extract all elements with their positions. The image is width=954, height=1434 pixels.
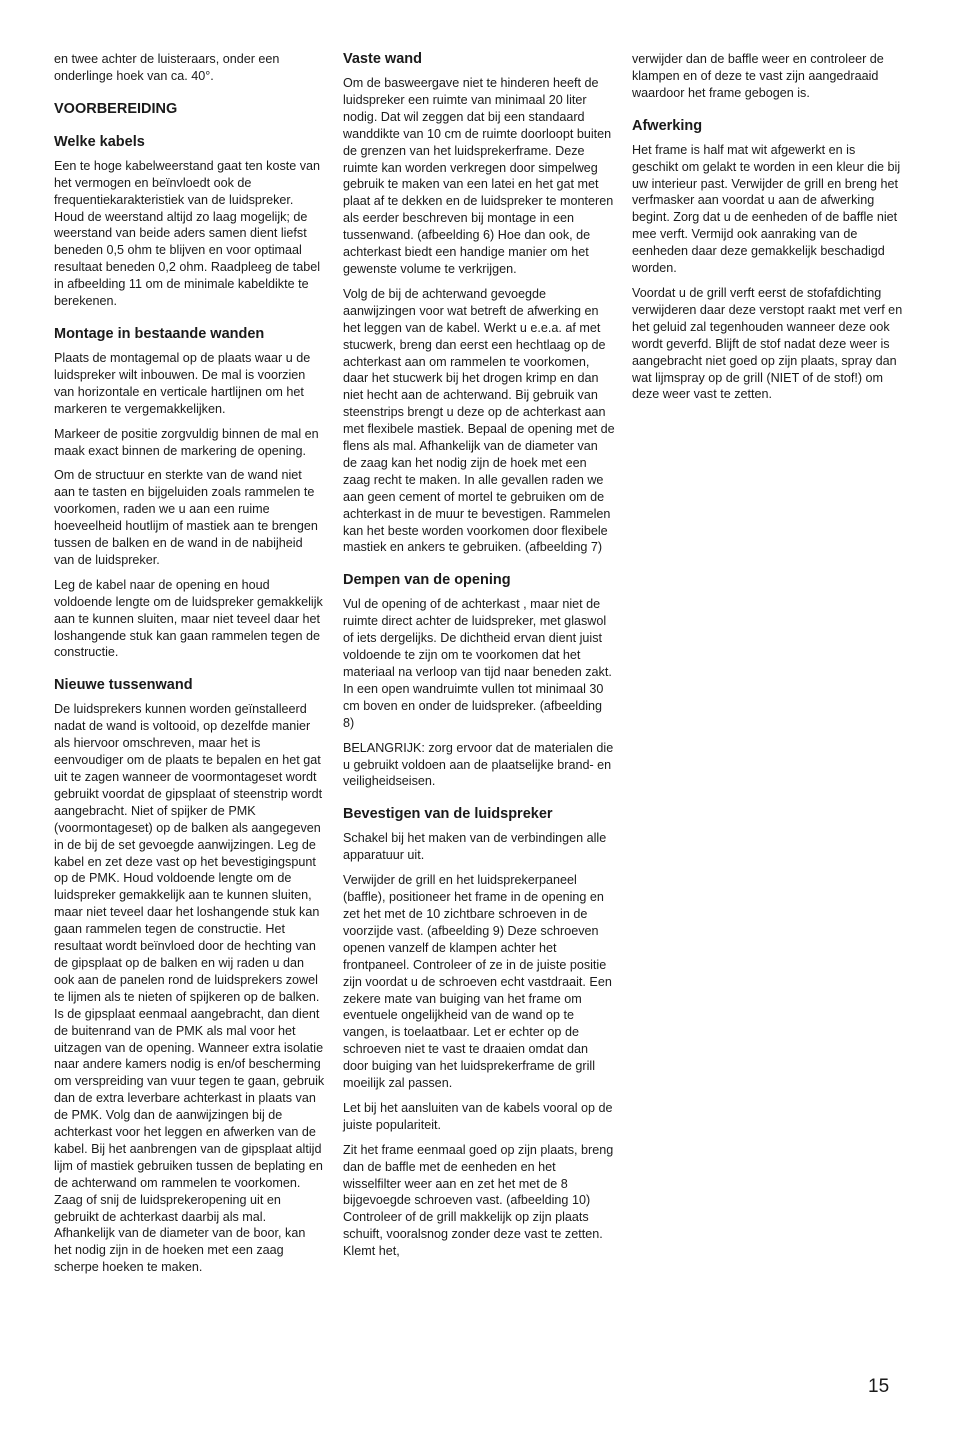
intro-paragraph: verwijder dan de baffle weer en controleer de klampen en of deze te vast zijn aangedraaid waardoor het frame gebogen is. — [632, 52, 884, 100]
page-number: 15 — [868, 1376, 890, 1397]
section-afwerking — [632, 118, 904, 404]
paragraph: BELANGRIJK: zorg ervoor dat de materialen die u gebruikt voldoen aan de plaatselijke brand- en veiligheidseisen. — [343, 740, 614, 789]
section-montage-bestaande-wanden — [54, 326, 326, 661]
section-vaste-wand — [343, 51, 615, 556]
paragraph: Vul de opening of de achterkast , maar niet de ruimte direct achter de luidspreker, met glaswol of iets dergelijks. De dichtheid ervan dient juist voldoende te zijn om te voorkomen dat het materiaal na verloop van tijd naar beneden zakt. In een open wandruimte vullen tot minimaal 30 cm boven en onder de luidspreker. (afbeelding 8) — [343, 597, 612, 730]
paragraph: Markeer de positie zorgvuldig binnen de mal en maak exact binnen de markering de opening. — [54, 426, 319, 458]
section-dempen-opening — [343, 572, 615, 790]
column-3 — [632, 51, 904, 411]
section-title: Nieuwe tussenwand — [54, 677, 193, 694]
paragraph: De luidsprekers kunnen worden geïnstalleerd nadat de wand is voltooid, op dezelfde manier als hiervoor omschreven, maar het is eenvoudiger om de plaats te bepalen en het gat uit te zagen wanneer de voormontageset wordt gebruikt voordat de gipsplaat of steenstrip wordt aangebracht. Niet of spijker de PMK (voormontageset) op de balken als aangegeven in de bij de set gevoegde aanwijzingen. Leg de kabel en zet deze vast op het bevestigingspunt op de PMK. Houd voldoende lengte om de luidspreker gemakkelijk aan te kunnen sluiten, maar niet teveel daar het loshangende stuk kan gaan rammelen tegen de constructie. Het resultaat wordt beïnvloed door de hechting van de gipsplaat op de balken en wij raden u dan ook aan de panelen rond de luidsprekers zowel te lijmen als te nieten of spijkeren op de balken. Is de gipsplaat eenmaal aangebracht, dan dient de buitenrand van de PMK als mal voor het uitzagen van de opening. Wanneer extra isolatie naar andere kamers nodig is en/of bescherming om verspreiding van vuur tegen te gaan, gebruik dan de extra leverbare achterkast in plaats van de PMK. Volg dan de aanwijzingen bij de achterkast voor het leggen en afwerken van de kabel. Bij het aanbrengen van de gipsplaat altijd lijm of mastiek gebruiken tussen de beplating en de achterwand om rammelen te voorkomen. Zaag of snij de luidsprekeropening uit en gebruikt de achterkast daarbij als mal. Afhankelijk van de diameter van de boor, kan het nodig zijn in de hoeken met een zaag scherpe hoeken te maken. — [54, 702, 325, 1275]
intro-paragraph: en twee achter de luisteraars, onder een onderlinge hoek van ca. 40°. — [54, 52, 280, 83]
paragraph: Verwijder de grill en het luidsprekerpaneel (baffle), positioneer het frame in de opening en zet het met de 10 zichtbare schroeven in de voorzijde vast. (afbeelding 9) Deze schroeven openen vanzelf de klampen achter het frontpaneel. Controleer of ze in de juiste positie zijn voordat u de schroeven echt vastdraait. Een zekere mate van buiging van het frame om eventuele ongelijkheid van de wand op te vangen, is toelaatbaar. Let er echter op de schroeven niet te vast te draaien omdat dan door buiging van het luidsprekerframe de grill moeilijk zal passen. — [343, 873, 612, 1091]
paragraph: Een te hoge kabelweerstand gaat ten koste van het vermogen en beïnvloedt ook de frequentiekarakteristiek van de luidspreker. Houd de weerstand altijd zo laag mogelijk; de weerstand van beide aders samen dient liefst beneden 0,5 ohm te blijven en voor optimaal resultaat beneden 0,2 ohm. Raadpleeg de tabel in afbeelding 11 om de minimale kabeldikte te berekenen. — [54, 158, 321, 309]
section-title: Vaste wand — [343, 51, 422, 67]
paragraph: Het frame is half mat wit afgewerkt en is geschikt om gelakt te worden in een kleur die bij uw interieur past. Verwijder de grill en breng het verfmasker aan voordat u aan de afwerking begint. Zorg dat u de eenheden of de baffle niet mee verft. Vermijd ook aanraking van de eenheden daar deze gemakkelijk beschadigd worden. — [632, 142, 901, 276]
paragraph: Voordat u de grill verft eerst de stofafdichting verwijderen daar deze verstopt raakt met verf en het geluid zal tegenhouden wanneer deze ook wordt geverfd. Blijft de stof nadat deze weer is aangebracht niet goed op zijn plaats, spray dan wat lijmspray op de grill (NIET of de stof!) om deze weer vast te zetten. — [632, 285, 903, 402]
section-title: Afwerking — [632, 117, 703, 134]
section-bevestigen-luidspreker — [343, 806, 615, 1260]
main-heading: VOORBEREIDING — [54, 100, 178, 117]
paragraph: Schakel bij het maken van de verbindingen alle apparatuur uit. — [343, 831, 607, 863]
paragraph: Zit het frame eenmaal goed op zijn plaats, breng dan de baffle met de eenheden en het wisselfilter weer aan en zet het met de 8 bijgevoegde schroeven vast. (afbeelding 10) Controleer of de grill makkelijk op zijn plaats schuift, vooralsnog zonder deze vast te zetten. Klemt het, — [343, 1142, 614, 1259]
paragraph: Om de basweergave niet te hinderen heeft de luidspreker een ruimte van minimaal 20 liter nodig. Dat wil zeggen dat bij een standaard wanddikte van 10 cm de ruimte doorloopt buiten de grenzen van het luidsprekerframe. Deze ruimte kan worden verkregen door simpelweg gebruik te maken van een latei en het gat met plaat af te dekken en de luidspreker te monteren als eerder beschreven bij montage in een tussenwand. (afbeelding 6) Hoe dan ook, de achterkast biedt een handige manier om het gewenste volume te verkrijgen. — [343, 76, 614, 276]
column-1 — [54, 51, 326, 1284]
section-nieuwe-tussenwand — [54, 677, 326, 1276]
column-2 — [343, 51, 615, 1268]
section-title: Welke kabels — [54, 133, 145, 150]
section-title: Montage in bestaande wanden — [54, 325, 265, 342]
paragraph: Let bij het aansluiten van de kabels vooral op de juiste populariteit. — [343, 1100, 613, 1132]
section-title: Dempen van de opening — [343, 572, 511, 589]
section-title: Bevestigen van de luidspreker — [343, 806, 553, 823]
paragraph: Om de structuur en sterkte van de wand niet aan te tasten en bijgeluiden zoals rammelen te voorkomen, raden we u aan een ruime hoeveelheid houtlijm of mastiek aan te brengen tussen de balken en de wand in de nabijheid van de luidspreker. — [54, 468, 318, 567]
paragraph: Volg de bij de achterwand gevoegde aanwijzingen voor wat betreft de afwerking en het leggen van de kabel. Werkt u e.e.a. af met stucwerk, breng dan eerst een hechtlaag op de achterkast aan om rammelen te voorkomen, daar het stucwerk bij het drogen krimp en dan niet hecht aan de achterwand. Bij gebruik van steenstrips brengt u deze op de achterkast aan met flexibele mastiek. Bepaal de opening met de flens als mal. Afhankelijk van de diameter van de zaag kan het nodig zijn de hoek met een zaag recht te maken. In alle gevallen raden we aan geen cement of mortel te gebruiken om de achterkast in de muur te bevestigen. Rammelen kan het beste worden voorkomen door flexibele mastiek en ankers te gebruiken. (afbeelding 7) — [343, 286, 615, 555]
section-welke-kabels — [54, 134, 326, 310]
paragraph: Leg de kabel naar de opening en houd voldoende lengte om de luidspreker gemakkelijk aan te kunnen sluiten, maar niet teveel daar het loshangende stuk kan gaan rammelen tegen de constructie. — [54, 577, 323, 660]
paragraph: Plaats de montagemal op de plaats waar u de luidspreker wilt inbouwen. De mal is voorzien van horizontale en verticale hartlijnen om het markeren te vergemakkelijken. — [54, 350, 311, 416]
